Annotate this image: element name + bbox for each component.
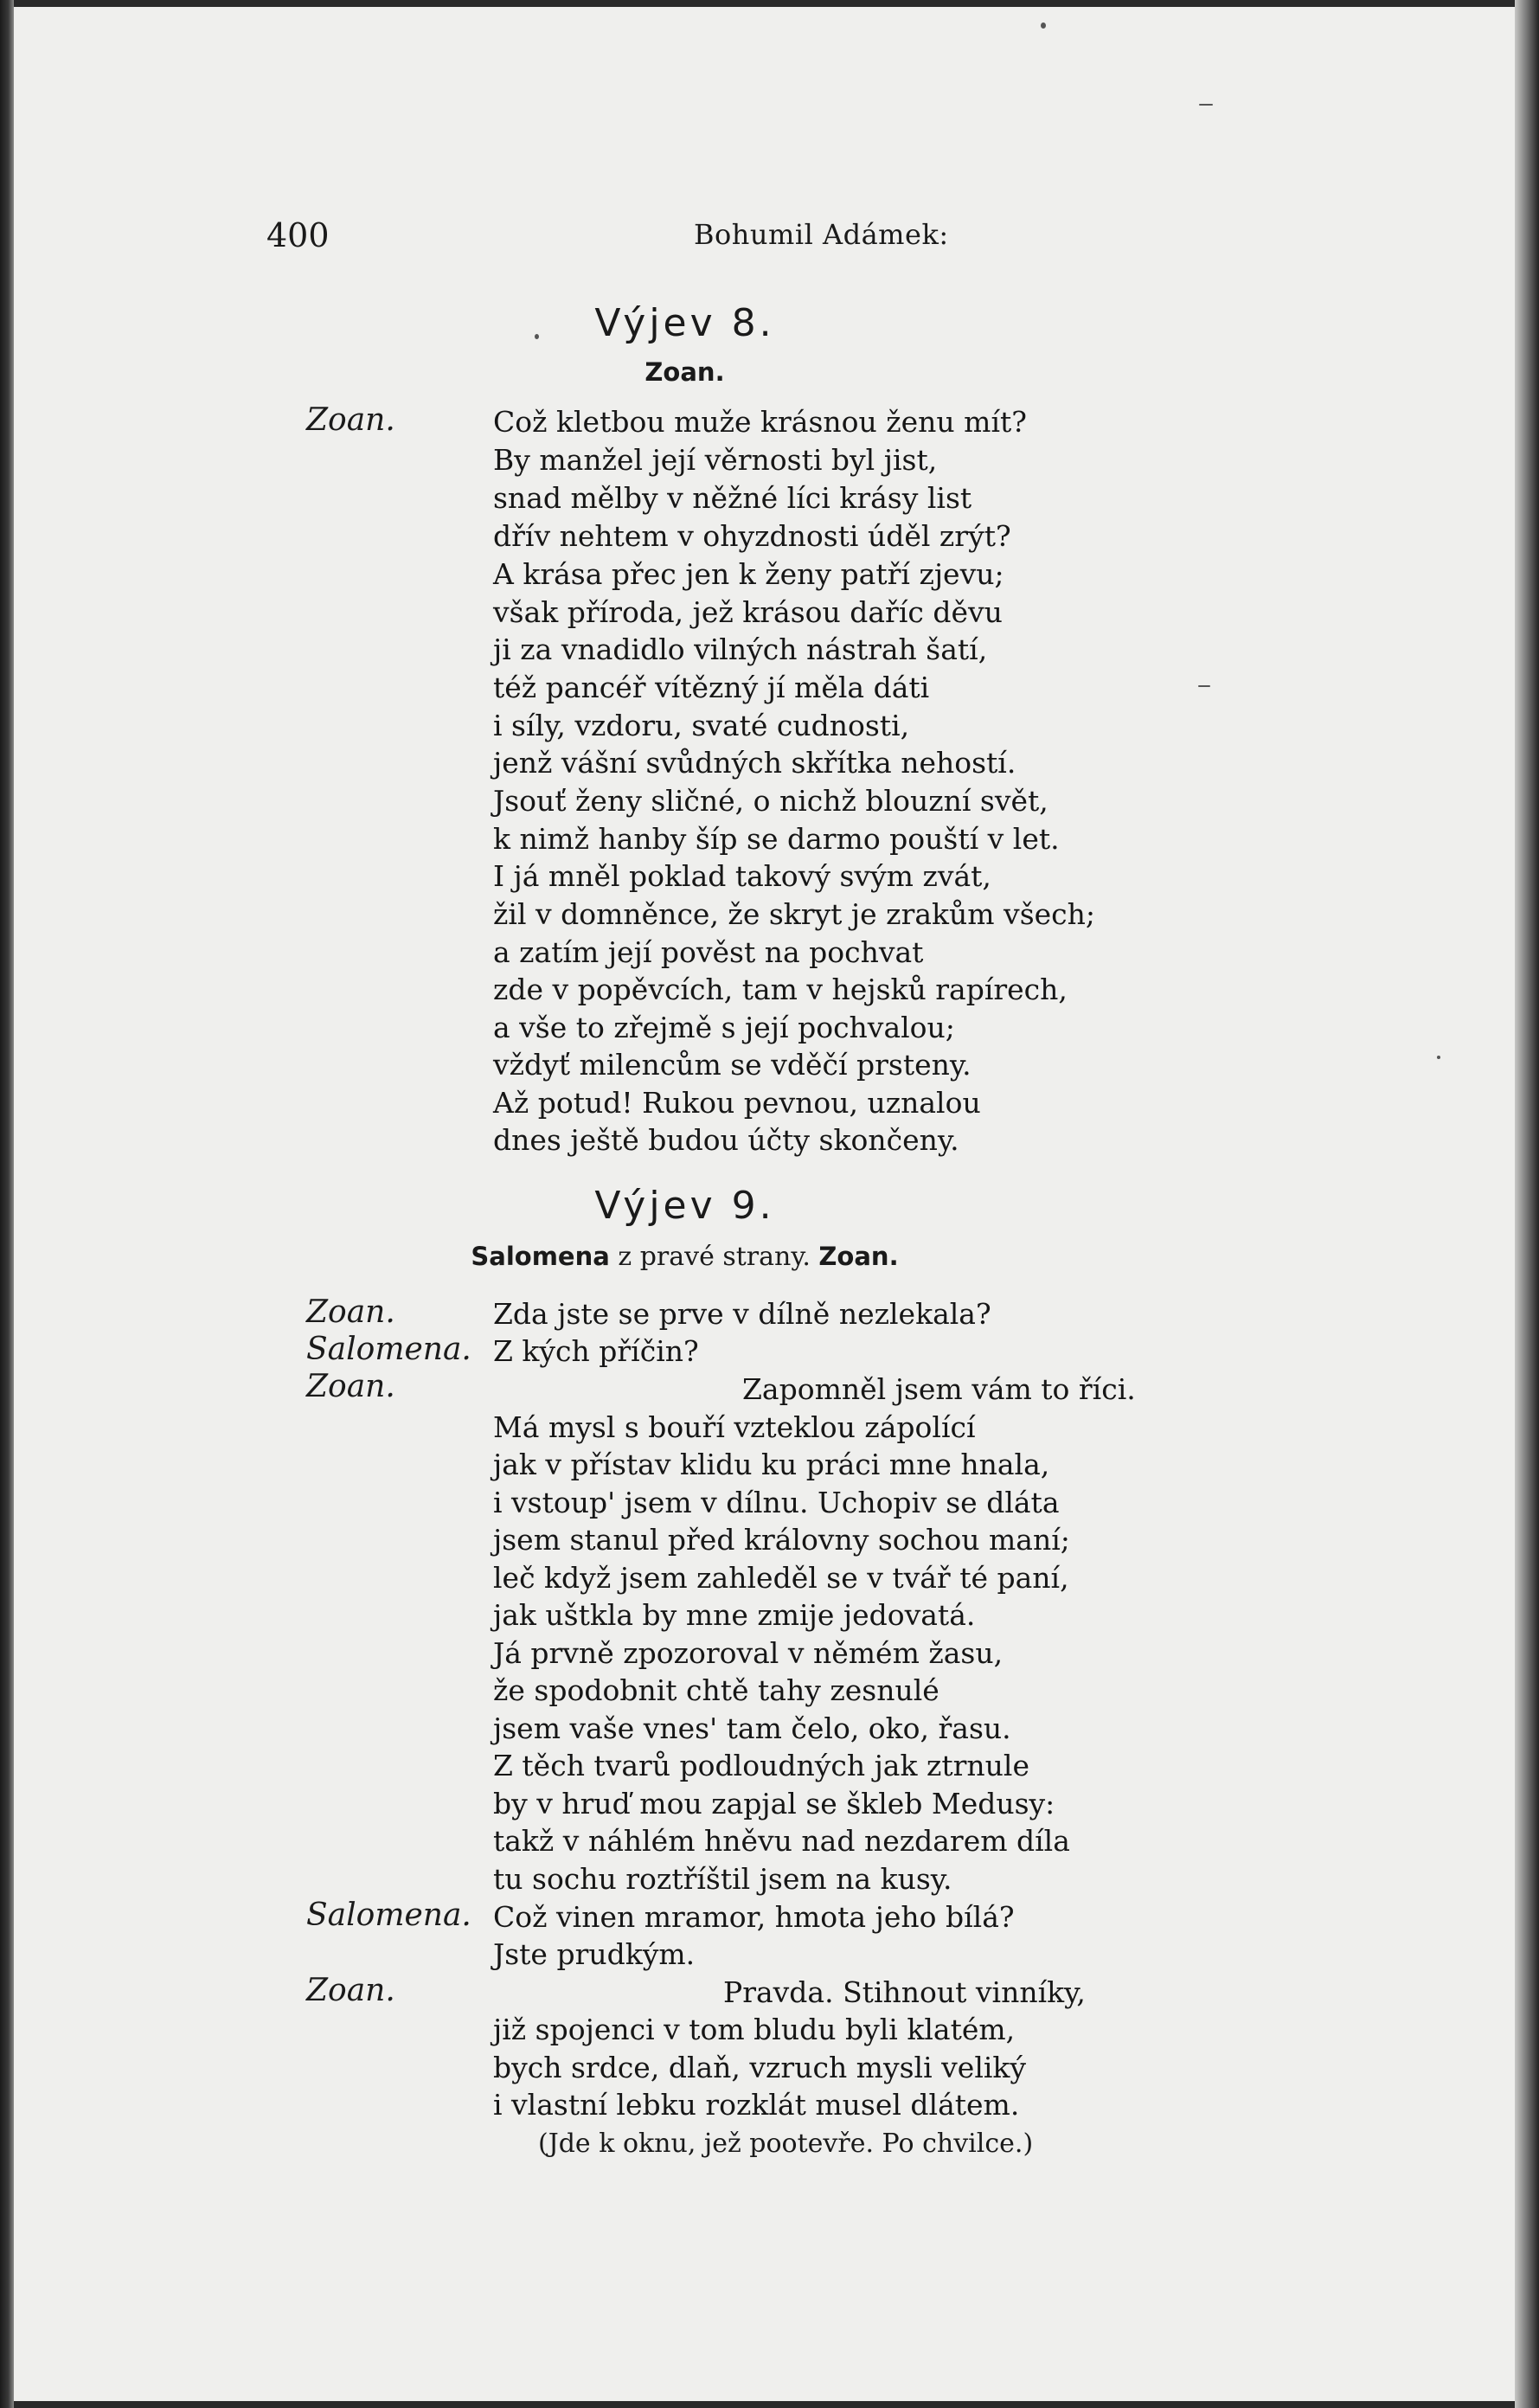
speaker-label: Zoan. [306,1294,395,1330]
scene-9-title: Výjev 9. [594,1184,775,1228]
verse-line: Jste prudkým. [493,1937,696,1971]
stage-direction: (Jde k oknu, jež pootevře. Po chvilce.) [538,2129,1034,2159]
scene-8-cast [14,357,1435,388]
verse-line: Já prvně zpozoroval v němém žasu, [493,1636,1004,1670]
verse-line: Zda jste se prve v dílně nezlekala? [493,1297,991,1331]
verse-line: též pancéř vítězný jí měla dáti [493,671,930,704]
verse-line: že spodobnit chtě tahy zesnulé [493,1673,939,1707]
scan-speck [1437,1056,1440,1059]
verse-line: By manžel její věrnosti byl jist, [493,443,938,477]
verse-line: dřív nehtem v ohyzdnosti úděl zrýt? [493,519,1011,553]
verse-line: dnes ještě budou účty skončeny. [493,1123,959,1157]
speaker-label: Zoan. [306,1369,395,1404]
verse-line: tu sochu roztříštil jsem na kusy. [493,1862,952,1896]
verse-line: takž v náhlém hněvu nad nezdarem díla [493,1824,1070,1858]
verse-line: jak v přístav klidu ku práci mne hnala, [493,1448,1050,1481]
page-edge-right [1515,0,1539,2408]
scene-9-cast-note: z pravé strany. [609,1242,819,1272]
speaker-label: Zoan. [306,1973,395,2008]
speaker-label: Salomena. [306,1898,471,1933]
verse-line: Pravda. Stihnout vinníky, [723,1975,1086,2009]
verse-line: zde v popěvcích, tam v hejsků rapírech, [493,973,1068,1006]
verse-line: ji za vnadidlo vilných nástrah šatí, [493,633,988,666]
verse-line: již spojenci v tom bludu byli klatém, [493,2013,1016,2046]
verse-line: Zapomněl jsem vám to říci. [742,1372,1136,1406]
verse-line: vždyť milencům se vděčí prsteny. [493,1048,971,1082]
scene-8-title: Výjev 8. [594,301,775,345]
scene-9-cast-name-1: Salomena [471,1242,610,1271]
verse-line: a zatím její pověst na pochvat [493,935,924,969]
verse-line: jsem vaše vnes' tam čelo, oko, řasu. [493,1711,1011,1745]
book-page [14,7,1515,2401]
verse-line: by v hruď mou zapjal se škleb Medusy: [493,1787,1055,1820]
verse-line: i vlastní lebku rozklát musel dlátem. [493,2088,1020,2122]
verse-line: A krása přec jen k ženy patří zjevu; [493,557,1004,591]
verse-line: i síly, vzdoru, svaté cudnosti, [493,709,910,742]
verse-line: však příroda, jež krásou daříc děvu [493,595,1003,629]
scene-8-cast-name: Zoan. [644,357,725,387]
page-header [14,216,1515,268]
scan-speck [535,334,539,339]
verse-line: Což kletbou muže krásnou ženu mít? [493,405,1027,439]
verse-line: jenž vášní svůdných skřítka nehostí. [493,746,1016,780]
verse-line: leč když jsem zahleděl se v tvář té paní, [493,1561,1069,1595]
verse-line: Má mysl s bouří vzteklou zápolící [493,1410,976,1444]
speaker-label: Salomena. [306,1332,471,1367]
scene-9-cast [14,1242,1435,1272]
verse-line: Z těch tvarů podloudných jak ztrnule [493,1749,1029,1782]
verse-line: Až potud! Rukou pevnou, uznalou [493,1086,981,1120]
verse-line: jsem stanul před královny sochou maní; [493,1523,1070,1557]
verse-line: bych srdce, dlaň, vzruch mysli veliký [493,2051,1027,2084]
running-head: Bohumil Adámek: [694,218,949,251]
verse-line: I já mněl poklad takový svým zvát, [493,859,991,893]
scene-9-cast-name-2: Zoan. [818,1242,899,1271]
verse-line: snad mělby v něžné líci krásy list [493,481,972,515]
scan-speck [1198,685,1210,687]
verse-line: i vstoup' jsem v dílnu. Uchopiv se dláta [493,1486,1060,1519]
verse-line: Jsouť ženy sličné, o nichž blouzní svět, [493,784,1048,818]
verse-line: jak uštkla by mne zmije jedovatá. [493,1598,976,1632]
page-edge-left [0,0,14,2408]
page-number: 400 [266,216,330,254]
speaker-label: Zoan. [306,402,395,438]
scan-speck [1199,104,1213,106]
verse-line: k nimž hanby šíp se darmo pouští v let. [493,822,1060,856]
verse-line: Což vinen mramor, hmota jeho bílá? [493,1900,1015,1934]
verse-line: Z kých příčin? [493,1334,699,1368]
verse-line: žil v domněnce, že skryt je zrakům všech; [493,897,1096,931]
scan-speck [1041,22,1046,29]
verse-line: a vše to zřejmě s její pochvalou; [493,1011,955,1044]
